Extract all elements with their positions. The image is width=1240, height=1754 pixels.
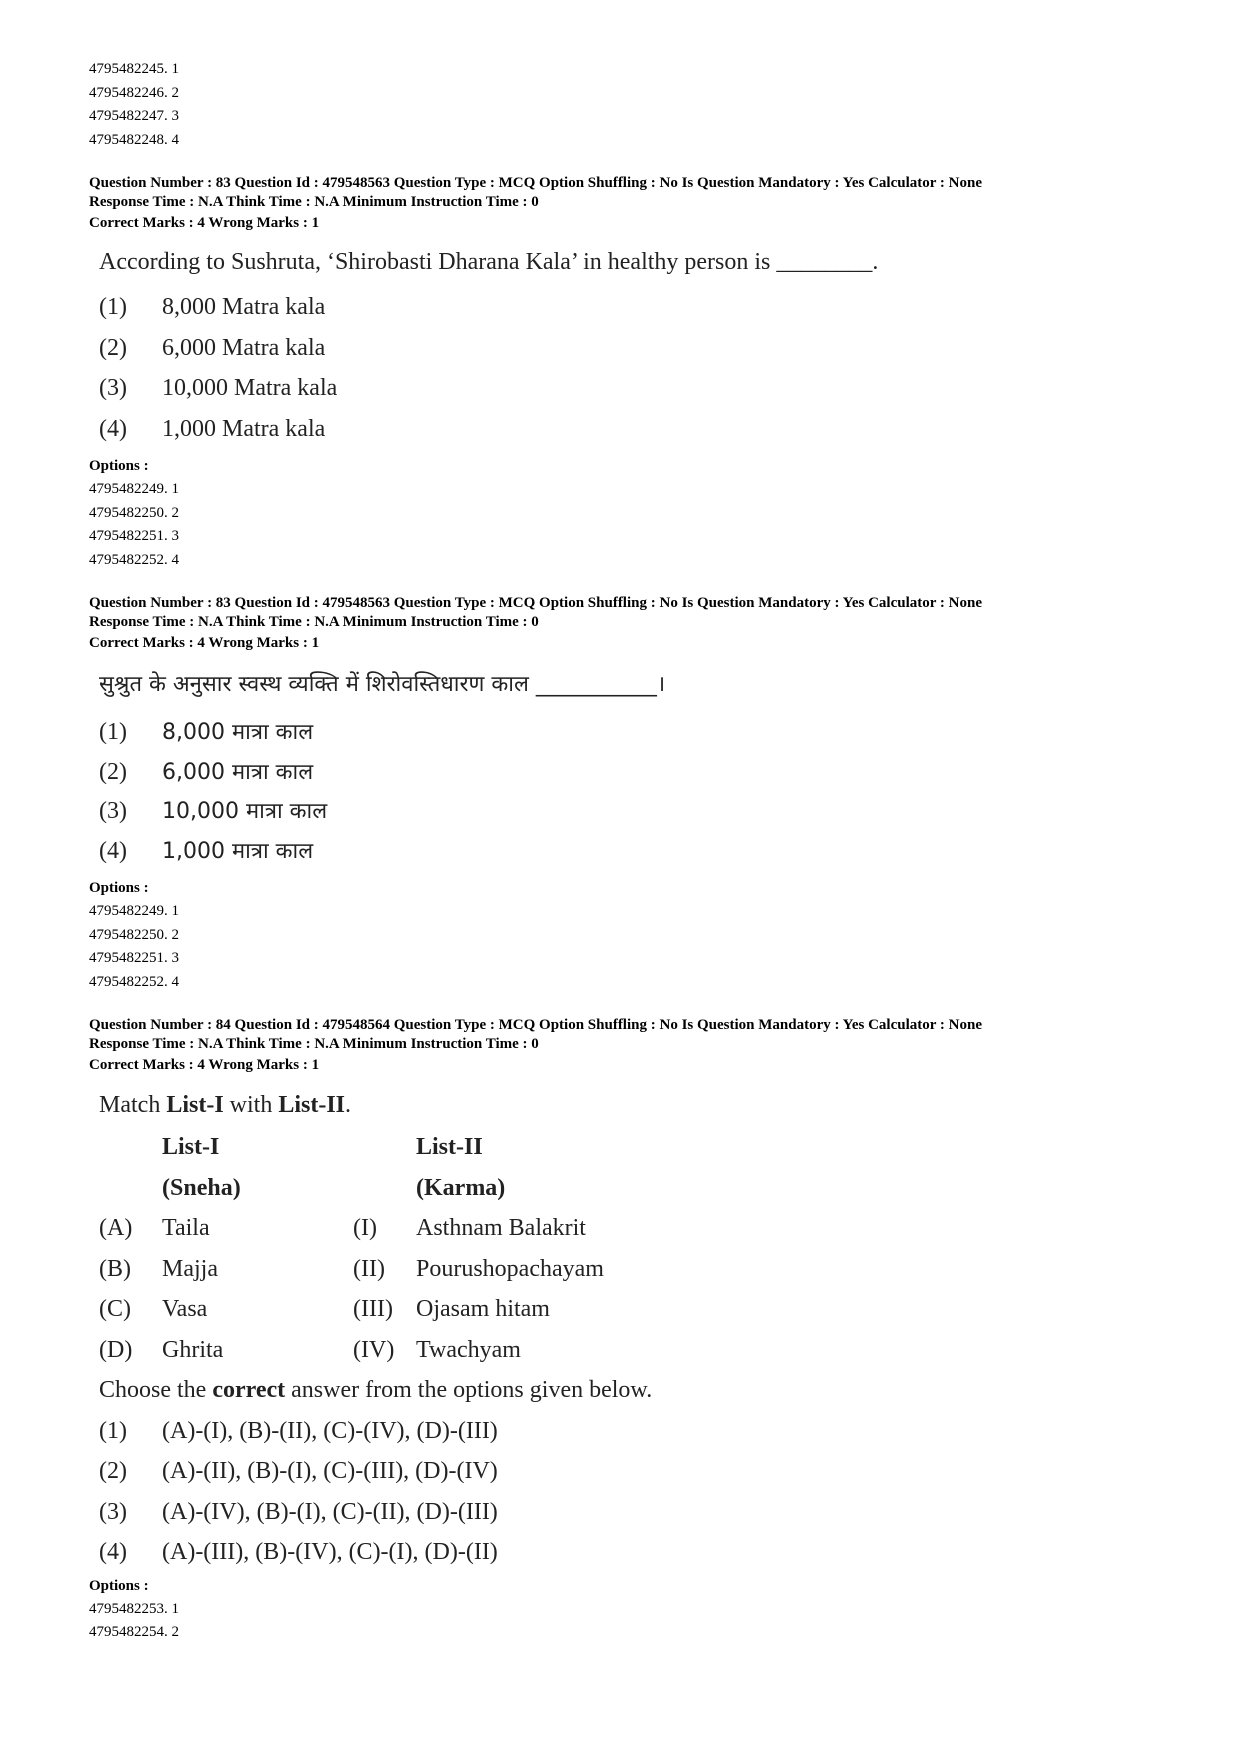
list-ii-heading: List-II bbox=[416, 1134, 483, 1160]
list-ii-label: (I) bbox=[353, 1215, 377, 1241]
stem-list-ii: List-II bbox=[278, 1092, 346, 1118]
question-block-84 bbox=[89, 1016, 1169, 1645]
option-id: 4795482254. 2 bbox=[89, 1624, 179, 1640]
question-meta-line: Question Number : 83 Question Id : 479548563 Question Type : MCQ Option Shuffling : No Is Question Mandatory : Yes Calculator : None bbox=[89, 595, 982, 611]
option-id: 4795482252. 4 bbox=[89, 973, 179, 990]
list-header bbox=[99, 1127, 1169, 1168]
choice-number: (2) bbox=[99, 1458, 127, 1484]
stem-list-i: List-I bbox=[166, 1092, 224, 1118]
option-id: 4795482251. 3 bbox=[89, 528, 179, 544]
question-stem bbox=[99, 1087, 1169, 1123]
list-ii-label: (IV) bbox=[353, 1336, 395, 1363]
question-stem: According to Sushruta, ‘Shirobasti Dharana Kala’ in healthy person is ________. bbox=[99, 249, 879, 275]
answer-choice bbox=[99, 792, 1169, 832]
choice-number: (1) bbox=[99, 1417, 127, 1444]
option-id: 4795482248. 4 bbox=[89, 131, 179, 148]
list-i-item: Majja bbox=[162, 1255, 218, 1282]
stem-text: . bbox=[345, 1092, 352, 1118]
choice-number: (1) bbox=[99, 294, 127, 320]
instruction-text: Choose the bbox=[99, 1377, 207, 1403]
choice-number: (2) bbox=[99, 758, 127, 785]
choice-number: (3) bbox=[99, 375, 127, 401]
choice-number: (3) bbox=[99, 1498, 127, 1525]
choice-text: 8,000 Matra kala bbox=[162, 294, 326, 320]
list-ii-item: Twachyam bbox=[416, 1336, 521, 1363]
list-ii-subheading: (Karma) bbox=[416, 1174, 506, 1201]
list-row bbox=[99, 1289, 1169, 1330]
option-id: 4795482247. 3 bbox=[89, 108, 179, 124]
choice-number: (3) bbox=[99, 798, 127, 824]
options-label: Options : bbox=[89, 458, 149, 474]
question-meta-line: Response Time : N.A Think Time : N.A Minimum Instruction Time : 0 bbox=[89, 194, 539, 210]
choice-text: 1,000 Matra kala bbox=[162, 415, 326, 442]
document-page bbox=[89, 58, 1169, 1645]
stem-text: Match bbox=[99, 1092, 167, 1118]
option-id: 4795482253. 1 bbox=[89, 1600, 179, 1617]
list-i-label: (B) bbox=[99, 1255, 131, 1282]
choice-text: (A)-(I), (B)-(II), (C)-(IV), (D)-(III) bbox=[162, 1417, 498, 1444]
list-i-label: (A) bbox=[99, 1215, 133, 1241]
question-meta-line: Question Number : 83 Question Id : 479548563 Question Type : MCQ Option Shuffling : No Is Question Mandatory : Yes Calculator : None bbox=[89, 175, 982, 191]
list-i-item: Vasa bbox=[162, 1296, 208, 1322]
list-ii-item: Asthnam Balakrit bbox=[416, 1215, 586, 1241]
choice-text: (A)-(II), (B)-(I), (C)-(III), (D)-(IV) bbox=[162, 1458, 498, 1484]
choice-text: 1,000 मात्रा काल bbox=[162, 838, 314, 864]
choice-number: (4) bbox=[99, 837, 127, 864]
choice-number: (2) bbox=[99, 334, 127, 361]
question-block-83-en bbox=[89, 174, 1169, 572]
choice-number: (1) bbox=[99, 719, 127, 745]
answer-choice bbox=[99, 1492, 1169, 1533]
question-meta-line: Response Time : N.A Think Time : N.A Minimum Instruction Time : 0 bbox=[89, 1036, 539, 1052]
list-i-label: (C) bbox=[99, 1296, 131, 1322]
previous-options-list bbox=[89, 58, 1169, 152]
question-stem: सुश्रुत के अनुसार स्वस्थ व्यक्ति में शिरोवस्तिधारण काल ___________। bbox=[99, 672, 666, 697]
answer-choice bbox=[99, 1532, 1169, 1573]
choice-text: 10,000 Matra kala bbox=[162, 375, 338, 401]
list-subheader bbox=[99, 1168, 1169, 1209]
list-row bbox=[99, 1330, 1169, 1371]
list-i-item: Taila bbox=[162, 1215, 210, 1241]
list-row bbox=[99, 1249, 1169, 1290]
choice-number: (4) bbox=[99, 1539, 127, 1565]
question-marks: Correct Marks : 4 Wrong Marks : 1 bbox=[89, 215, 320, 231]
question-marks: Correct Marks : 4 Wrong Marks : 1 bbox=[89, 1057, 320, 1073]
list-ii-label: (III) bbox=[353, 1296, 393, 1322]
question-marks: Correct Marks : 4 Wrong Marks : 1 bbox=[89, 635, 320, 651]
answer-choice bbox=[99, 1411, 1169, 1452]
choice-text: 10,000 मात्रा काल bbox=[162, 799, 328, 824]
options-label: Options : bbox=[89, 880, 149, 896]
answer-choice bbox=[99, 832, 1169, 872]
list-ii-item: Ojasam hitam bbox=[416, 1296, 550, 1322]
choose-instruction bbox=[99, 1370, 1169, 1411]
answer-choice bbox=[99, 328, 1169, 369]
answer-choice bbox=[99, 287, 1169, 328]
instruction-text: answer from the options given below. bbox=[291, 1377, 653, 1403]
option-id: 4795482249. 1 bbox=[89, 481, 179, 497]
option-id: 4795482245. 1 bbox=[89, 61, 179, 77]
option-id: 4795482250. 2 bbox=[89, 926, 179, 943]
list-i-heading: List-I bbox=[162, 1134, 220, 1160]
choice-text: 6,000 Matra kala bbox=[162, 334, 326, 361]
options-label: Options : bbox=[89, 1577, 149, 1594]
question-block-83-hi bbox=[89, 594, 1169, 994]
answer-choice bbox=[99, 753, 1169, 793]
option-id: 4795482252. 4 bbox=[89, 551, 179, 568]
choice-text: (A)-(IV), (B)-(I), (C)-(II), (D)-(III) bbox=[162, 1498, 498, 1525]
list-i-item: Ghrita bbox=[162, 1336, 224, 1363]
question-meta-line: Question Number : 84 Question Id : 479548564 Question Type : MCQ Option Shuffling : No Is Question Mandatory : Yes Calculator : None bbox=[89, 1017, 982, 1033]
stem-text: with bbox=[223, 1092, 279, 1118]
answer-choice bbox=[99, 409, 1169, 450]
question-meta-line: Response Time : N.A Think Time : N.A Minimum Instruction Time : 0 bbox=[89, 614, 539, 630]
list-ii-item: Pourushopachayam bbox=[416, 1255, 604, 1282]
answer-choice bbox=[99, 1451, 1169, 1492]
list-ii-label: (II) bbox=[353, 1255, 385, 1282]
list-row bbox=[99, 1208, 1169, 1249]
option-id: 4795482246. 2 bbox=[89, 84, 179, 101]
option-id: 4795482249. 1 bbox=[89, 903, 179, 919]
choice-number: (4) bbox=[99, 415, 127, 442]
instruction-emphasis: correct bbox=[212, 1377, 286, 1403]
option-id: 4795482250. 2 bbox=[89, 504, 179, 521]
choice-text: 6,000 मात्रा काल bbox=[162, 759, 314, 785]
choice-text: (A)-(III), (B)-(IV), (C)-(I), (D)-(II) bbox=[162, 1539, 498, 1565]
answer-choice bbox=[99, 713, 1169, 753]
answer-choice bbox=[99, 368, 1169, 409]
list-i-label: (D) bbox=[99, 1336, 133, 1363]
choice-text: 8,000 मात्रा काल bbox=[162, 720, 314, 745]
option-id: 4795482251. 3 bbox=[89, 950, 179, 966]
list-i-subheading: (Sneha) bbox=[162, 1174, 241, 1201]
